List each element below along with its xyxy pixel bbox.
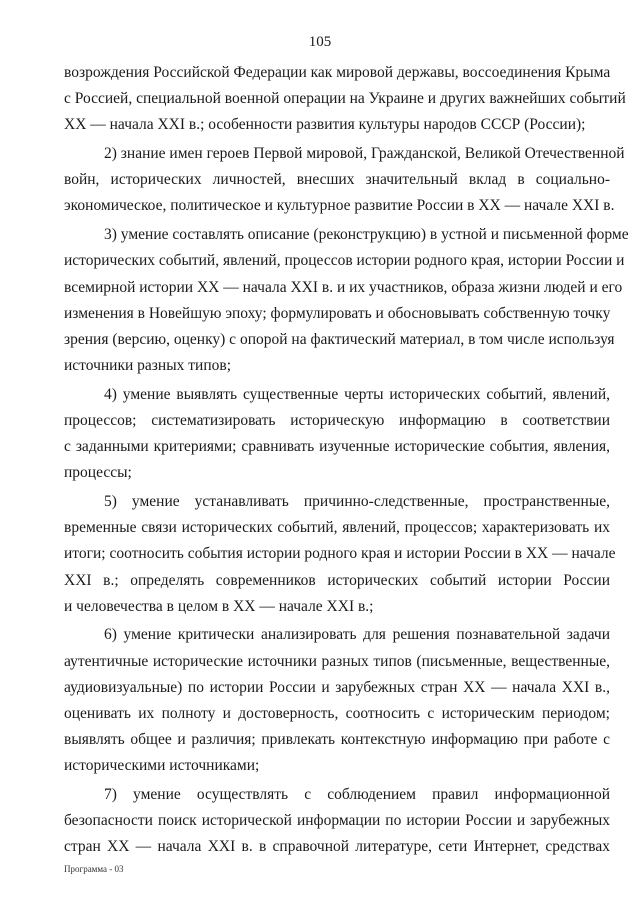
text-line: источники разных типов; bbox=[64, 357, 232, 375]
text-line: войн, исторических личностей, внесших значительный вклад в социально- bbox=[64, 171, 610, 189]
text-line: с заданными критериями; сравнивать изученные исторические события, явления, bbox=[64, 438, 610, 456]
page-number: 105 bbox=[308, 34, 332, 50]
text-line: возрождения Российской Федерации как мировой державы, воссоединения Крыма bbox=[64, 64, 611, 81]
text-line: 5) умение устанавливать причинно-следственные, пространственные, bbox=[104, 493, 610, 510]
paragraph bbox=[64, 782, 610, 861]
text-line: аутентичные исторические источники разных типов (письменные, вещественные, bbox=[64, 652, 610, 670]
text-line: всемирной истории XX — начала XXI в. и их участников, образа жизни людей и его bbox=[64, 278, 623, 296]
text-line: безопасности поиск исторической информации по истории России и зарубежных bbox=[64, 812, 610, 830]
text-line: 2) знание имен героев Первой мировой, Гражданской, Великой Отечественной bbox=[104, 145, 625, 163]
paragraph bbox=[64, 622, 610, 779]
text-line: 3) умение составлять описание (реконструкцию) в устной и письменной форме bbox=[104, 226, 629, 244]
text-line: временные связи исторических событий, явлений, процессов; характеризовать их bbox=[64, 519, 610, 537]
text-line: XX — начала XXI в.; особенности развития культуры народов СССР (России); bbox=[64, 116, 586, 134]
text-line: 6) умение критически анализировать для решения познавательной задачи bbox=[104, 626, 610, 644]
text-line: историческими источниками; bbox=[64, 757, 260, 775]
text-line: выявлять общее и различия; привлекать контекстную информацию при работе с bbox=[64, 731, 610, 749]
text-line: 7) умение осуществлять с соблюдением правил информационной bbox=[104, 786, 610, 804]
text-line: оценивать их полноту и достоверность, соотносить с историческим периодом; bbox=[64, 705, 610, 722]
text-line: стран XX — начала XXI в. в справочной литературе, сети Интернет, средствах bbox=[64, 838, 610, 856]
paragraph bbox=[64, 141, 625, 220]
paragraph bbox=[64, 489, 616, 620]
text-line: экономическое, политическое и культурное развитие России в XX — начале XXI в. bbox=[64, 197, 615, 215]
text-line: аудиовизуальные) по истории России и зарубежных стран XX — начала XXI в., bbox=[64, 678, 610, 696]
document-body bbox=[64, 60, 629, 861]
page-footer: Программа - 03 bbox=[64, 864, 124, 874]
text-line: XXI в.; определять современников исторических событий истории России bbox=[64, 571, 610, 589]
text-line: и человечества в целом в XX — начале XXI в.; bbox=[64, 597, 374, 615]
text-line: процессов; систематизировать историческую информацию в соответствии bbox=[64, 411, 610, 429]
paragraph bbox=[64, 60, 626, 139]
text-line: процессы; bbox=[64, 464, 132, 482]
text-line: с Россией, специальной военной операции на Украине и других важнейших событий bbox=[64, 90, 626, 108]
text-line: зрения (версию, оценку) с опорой на фактический материал, в том числе используя bbox=[64, 330, 615, 348]
text-line: 4) умение выявлять существенные черты исторических событий, явлений, bbox=[104, 385, 610, 403]
paragraph bbox=[64, 222, 629, 379]
text-line: исторических событий, явлений, процессов истории родного края, истории России и bbox=[64, 252, 625, 270]
text-line: изменения в Новейшую эпоху; формулировать и обосновывать собственную точку bbox=[64, 304, 611, 322]
text-line: итоги; соотносить события истории родного края и истории России в XX — начале bbox=[64, 545, 616, 563]
paragraph bbox=[64, 382, 610, 487]
